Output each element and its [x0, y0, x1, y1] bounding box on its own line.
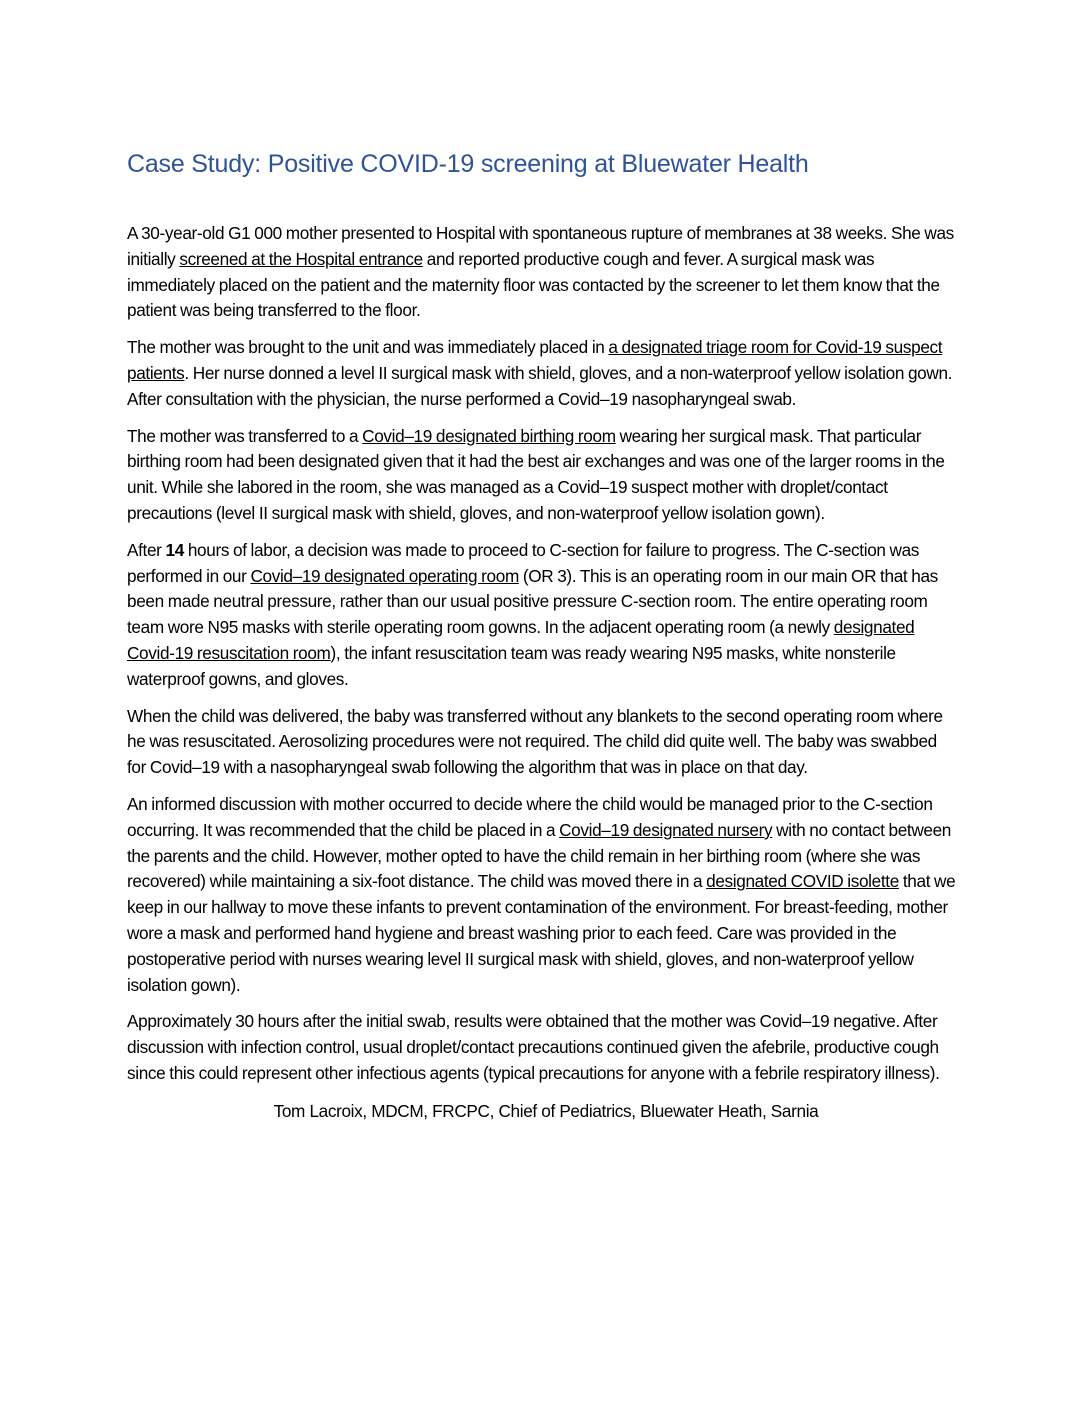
text-run: The mother was brought to the unit and was immediately placed in [127, 337, 609, 358]
text-run: wearing her surgical mask. That particular birthing room had been designated given that it had the best air exchanges and was one of the larger rooms in the unit. While she labored in the room, she was managed as a Covid–19 suspect mother with droplet/contact precautions (level II surgical mask with shield, gloves, and non-waterproof yellow isolation gown). [127, 425, 945, 523]
text-run: . Her nurse donned a level II surgical mask with shield, gloves, and a non-waterproof yellow isolation gown. After consultation with the physician, the nurse performed a Covid–19 nasopharyngeal swab. [127, 362, 953, 409]
text-run: Approximately 30 hours after the initial swab, results were obtained that the mother was Covid–19 negative. After discussion with infection control, usual droplet/contact precautions continued given the afebrile, productive cough since this could represent other infectious agents (typical precautions for anyone with a febrile respiratory illness). [127, 1011, 940, 1083]
bold-phrase: 14 [165, 539, 184, 560]
paragraph-test-results [127, 1009, 957, 1086]
underlined-phrase: designated COVID isolette [706, 871, 899, 892]
paragraph-birthing-room [127, 424, 957, 527]
text-run: and reported productive cough and fever. A surgical mask was immediately placed on the patient and the maternity floor was contacted by the screener to let them know that the patient was being transferred to the floor. [127, 248, 940, 321]
text-run: A 30-year-old G1 000 mother presented to Hospital with spontaneous rupture of membranes at 38 weeks. She was initially [127, 223, 954, 269]
underlined-phrase: Covid–19 designated birthing room [362, 425, 616, 446]
document-page [127, 150, 957, 1125]
text-run: (OR 3). This is an operating room in our main OR that has been made neutral pressure, rather than our usual positive pressure C-section room. The entire operating room team wore N95 masks with sterile operating room gowns. In the adjacent operating room (a newly [127, 565, 938, 638]
document-body [127, 221, 957, 1087]
paragraph-triage [127, 335, 957, 412]
text-run: After [127, 539, 166, 560]
paragraph-delivery [127, 704, 957, 781]
text-run: that we keep in our hallway to move these infants to prevent contamination of the environment. For breast-feeding, mother wore a mask and performed hand hygiene and breast washing prior to each feed. Care was provided in the postoperative period with nurses wearing level II surgical mask with shield, gloves, and non-waterproof yellow isolation gown). [127, 871, 956, 995]
text-run: hours of labor, a decision was made to proceed to C-section for failure to progress. The C-section was performed in our [127, 539, 920, 586]
text-run: When the child was delivered, the baby was transferred without any blankets to the second operating room where he was resuscitated. Aerosolizing procedures were not required. The child did quite well. The baby was swabbed for Covid–19 with a nasopharyngeal swab following the algorithm that was in place on that day. [127, 705, 943, 778]
underlined-phrase: Covid–19 designated operating room [250, 565, 519, 586]
underlined-phrase: screened at the Hospital entrance [179, 248, 423, 269]
text-run: The mother was transferred to a [127, 425, 363, 446]
paragraph-presentation [127, 221, 957, 324]
text-run: An informed discussion with mother occurred to decide where the child would be managed prior to the C-section occurring. It was recommended that the child be placed in a [127, 793, 933, 840]
underlined-phrase: a designated triage room for Covid-19 suspect patients [127, 337, 943, 383]
text-run: with no contact between the parents and the child. However, mother opted to have the child remain in her birthing room (where she was recovered) while maintaining a six-foot distance. The child was moved there in a [127, 819, 952, 892]
underlined-phrase: designated Covid-19 resuscitation room [127, 617, 915, 663]
paragraph-postpartum-care [127, 792, 957, 998]
document-title: Case Study: Positive COVID-19 screening at Bluewater Health [127, 150, 809, 178]
author-signature: Tom Lacroix, MDCM, FRCPC, Chief of Pediatrics, Bluewater Heath, Sarnia [273, 1100, 819, 1121]
underlined-phrase: Covid–19 designated nursery [559, 819, 773, 840]
paragraph-c-section [127, 538, 957, 693]
text-run: ), the infant resuscitation team was ready wearing N95 masks, white nonsterile waterproof gowns, and gloves. [127, 642, 896, 689]
